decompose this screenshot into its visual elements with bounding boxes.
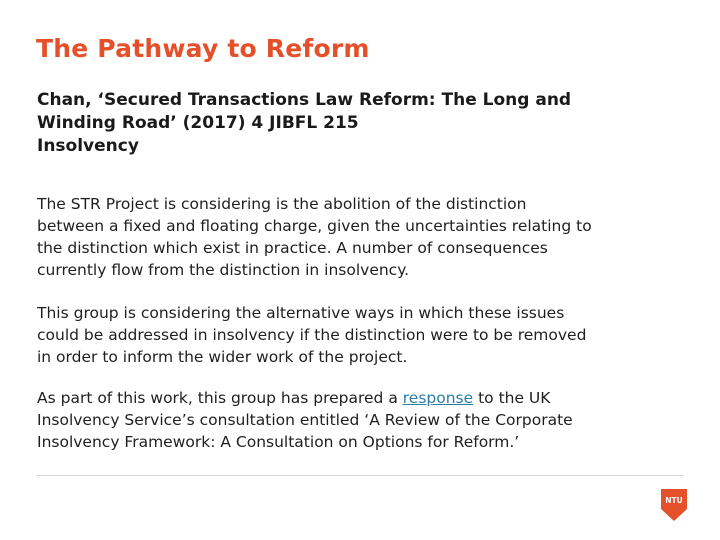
paragraph-line: the distinction which exist in practice. A number of consequences — [37, 239, 548, 257]
paragraph-text: As part of this work, this group has prepared a — [37, 389, 403, 407]
paragraph-str-project — [37, 193, 697, 281]
logo-text: NTU — [665, 496, 683, 505]
paragraph-response — [37, 387, 697, 453]
paragraph-line: between a fixed and floating charge, given the uncertainties relating to — [37, 217, 592, 235]
paragraph-line: This group is considering the alternative ways in which these issues — [37, 304, 565, 322]
paragraph-line: The STR Project is considering is the abolition of the distinction — [37, 195, 527, 213]
citation-line: Chan, ‘Secured Transactions Law Reform: The Long and — [37, 90, 572, 110]
paragraph-line: Insolvency Service’s consultation entitled ‘A Review of the Corporate — [37, 411, 573, 429]
citation-block — [37, 89, 697, 158]
logo-shield-shape — [661, 489, 687, 521]
slide-title: The Pathway to Reform — [36, 34, 370, 63]
paragraph-text: to the UK — [473, 389, 551, 407]
paragraph-line: currently flow from the distinction in insolvency. — [37, 261, 410, 279]
paragraph-group-considering — [37, 302, 697, 368]
footer-divider — [36, 475, 684, 476]
paragraph-line — [37, 387, 697, 409]
ntu-logo — [661, 489, 687, 521]
citation-heading: Insolvency — [37, 136, 139, 156]
paragraph-line: Insolvency Framework: A Consultation on Options for Reform.’ — [37, 433, 520, 451]
paragraph-line: could be addressed in insolvency if the distinction were to be removed — [37, 326, 587, 344]
response-link[interactable]: response — [402, 389, 474, 407]
citation-line: Winding Road’ (2017) 4 JIBFL 215 — [37, 113, 359, 133]
paragraph-line: in order to inform the wider work of the project. — [37, 348, 408, 366]
